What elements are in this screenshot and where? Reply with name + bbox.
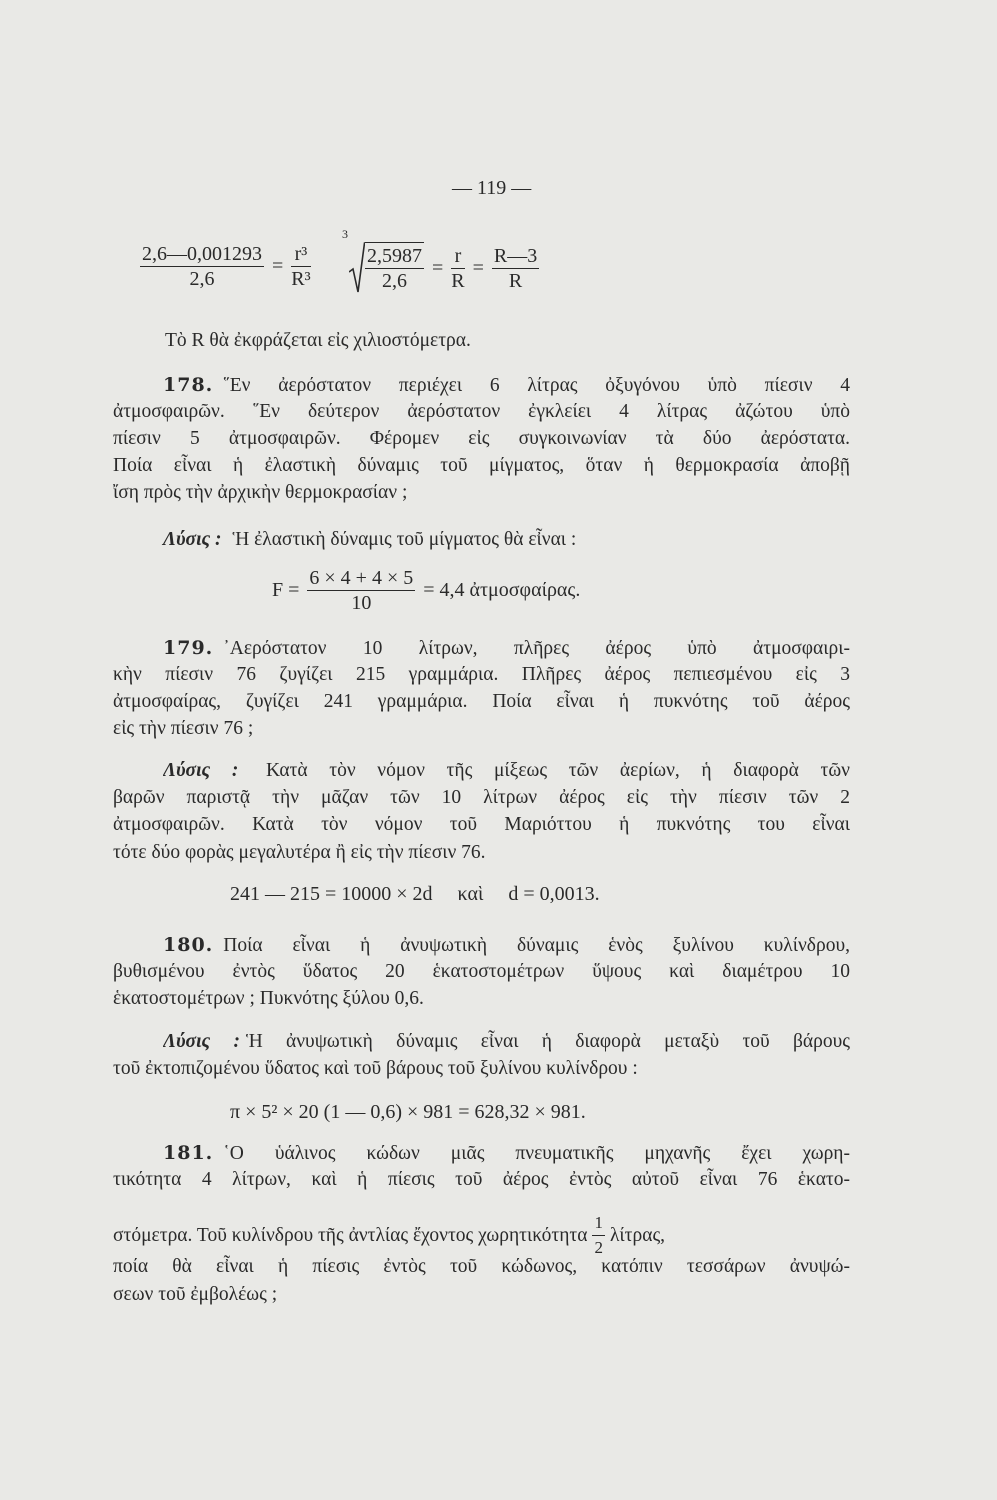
text: Ποία εἶναι ἡ ἀνυψωτικὴ δύναμις ἑνὸς ξυλίνου κυλίνδρου, bbox=[223, 935, 850, 956]
fraction bbox=[365, 242, 424, 294]
text: στόμετρα. Τοῦ κυλίνδρου τῆς ἀντλίας ἔχοντος χωρητικότητα bbox=[113, 1224, 588, 1246]
problem-181-line bbox=[113, 1211, 850, 1260]
lhs: F = bbox=[272, 579, 300, 601]
fraction bbox=[291, 242, 310, 291]
denominator: R³ bbox=[291, 268, 311, 290]
problem-180-line bbox=[163, 933, 850, 957]
problem-178-line: ἴση πρὸς τὴν ἀρχικὴν θερμοκρασίαν ; bbox=[113, 482, 408, 503]
radical-icon bbox=[349, 242, 365, 294]
problem-178-line bbox=[163, 373, 850, 397]
problem-181-line: τικότητα 4 λίτρων, καὶ ἡ πίεσις τοῦ ἀέρος ἐντὸς αὐτοῦ εἶναι 76 ἑκατο- bbox=[113, 1169, 850, 1190]
fraction bbox=[492, 244, 539, 293]
problem-179-line: εἰς τὴν πίεσιν 76 ; bbox=[113, 718, 254, 739]
text: Κατὰ τὸν νόμον τῆς μίξεως τῶν ἀερίων, ἡ διαφορὰ τῶν bbox=[265, 760, 850, 781]
note: Τὸ R θὰ ἐκφράζεται εἰς χιλιοστόμετρα. bbox=[165, 330, 471, 351]
formula-178 bbox=[272, 566, 580, 615]
solution-179-line: ἀτμοσφαιρῶν. Κατὰ τὸν νόμον τοῦ Μαριόττου ἡ πυκνότης του εἶναι bbox=[113, 814, 850, 835]
denominator: 2 bbox=[594, 1238, 603, 1257]
problem-179-line: ἀτμοσφαίρας, ζυγίζει 241 γραμμάρια. Ποία εἶναι ἡ πυκνότης τοῦ ἀέρος bbox=[113, 691, 850, 712]
problem-number: 181. bbox=[163, 1142, 214, 1164]
text: λίτρας, bbox=[609, 1224, 666, 1246]
numerator: 2,5987 bbox=[367, 245, 422, 267]
problem-178-line: ἀτμοσφαιρῶν. ῞Εν δεύτερον ἀερόστατον ἐγκλείει 4 λίτρας ἀζώτου ὑπὸ bbox=[113, 401, 850, 422]
solution-180-line bbox=[163, 1030, 850, 1054]
problem-180-line: βυθισμένου ἐντὸς ὕδατος 20 ἑκατοστομέτρων ὕψους καὶ διαμέτρου 10 bbox=[113, 961, 850, 982]
text: Ἡ ἀνυψωτικὴ δύναμις εἶναι ἡ διαφορὰ μεταξὺ τοῦ βάρους bbox=[245, 1031, 850, 1052]
denominator: 10 bbox=[351, 592, 372, 614]
equals: = bbox=[432, 256, 444, 279]
fraction bbox=[592, 1211, 605, 1260]
solution-178 bbox=[163, 528, 850, 552]
problem-179-line bbox=[163, 636, 850, 660]
problem-181-line: σεων τοῦ ἐμβολέως ; bbox=[113, 1284, 278, 1305]
numerator: 6 × 4 + 4 × 5 bbox=[309, 567, 414, 589]
solution-179-line bbox=[163, 759, 850, 783]
solution-label: Λύσις : bbox=[163, 760, 239, 781]
problem-181-line: ποία θὰ εἶναι ἡ πίεσις ἐντὸς τοῦ κώδωνος, κατόπιν τεσσάρων ἀνυψώ- bbox=[113, 1256, 850, 1277]
denominator: R bbox=[508, 269, 523, 292]
formula-180: π × 5² × 20 (1 — 0,6) × 981 = 628,32 × 981. bbox=[230, 1101, 586, 1123]
numerator: 1 bbox=[592, 1211, 605, 1236]
problem-181-line bbox=[163, 1141, 850, 1165]
page-number: — 119 — bbox=[452, 177, 532, 199]
equals: = bbox=[272, 255, 284, 277]
fraction bbox=[451, 244, 464, 293]
numerator: 2,6—0,001293 bbox=[142, 243, 262, 265]
fraction bbox=[140, 242, 264, 291]
equals: = bbox=[472, 256, 484, 279]
problem-number: 179. bbox=[163, 637, 214, 659]
text: ῾Ο ὑάλινος κώδων μιᾶς πνευματικῆς μηχανῆς ἔχει χωρη- bbox=[223, 1143, 850, 1164]
numerator: r³ bbox=[291, 242, 310, 267]
solution-179-line: βαρῶν παριστᾷ τὴν μᾶζαν τῶν 10 λίτρων ἀέρος εἰς τὴν πίεσιν τῶν 2 bbox=[113, 787, 850, 808]
text: Ἡ ἐλαστικὴ δύναμις τοῦ μίγματος θὰ εἶναι : bbox=[232, 529, 577, 550]
denominator: 2,6 bbox=[189, 268, 215, 290]
denominator: R bbox=[451, 269, 465, 292]
numerator: R—3 bbox=[493, 244, 538, 267]
numerator: r bbox=[451, 244, 464, 269]
cube-root bbox=[342, 227, 424, 294]
rhs: = 4,4 ἀτμοσφαίρας. bbox=[423, 579, 581, 601]
equation-ratio bbox=[140, 242, 311, 291]
fraction bbox=[307, 566, 415, 615]
text: ῞Εν ἀερόστατον περιέχει 6 λίτρας ὀξυγόνου ὑπὸ πίεσιν 4 bbox=[223, 375, 850, 396]
problem-178-line: Ποία εἶναι ἡ ἐλαστικὴ δύναμις τοῦ μίγματος, ὅταν ἡ θερμοκρασία ἀποβῇ bbox=[113, 455, 850, 476]
problem-number: 178. bbox=[163, 374, 214, 396]
solution-179-line: τότε δύο φορὰς μεγαλυτέρα ἢ εἰς τὴν πίεσιν 76. bbox=[113, 842, 486, 863]
solution-180-line: τοῦ ἐκτοπιζομένου ὕδατος καὶ τοῦ βάρους τοῦ ξυλίνου κυλίνδρου : bbox=[113, 1058, 638, 1079]
formula-179: 241 — 215 = 10000 × 2d καὶ d = 0,0013. bbox=[230, 883, 600, 905]
problem-179-line: κὴν πίεσιν 76 ζυγίζει 215 γραμμάρια. Πλῆρες ἀέρος πεπιεσμένου εἰς 3 bbox=[113, 664, 850, 685]
problem-178-line: πίεσιν 5 ἀτμοσφαιρῶν. Φέρομεν εἰς συγκοινωνίαν τὰ δύο ἀερόστατα. bbox=[113, 428, 850, 449]
problem-number: 180. bbox=[163, 934, 214, 956]
text: ᾿Αερόστατον 10 λίτρων, πλῆρες ἀέρος ὑπὸ ἀτμοσφαιρι- bbox=[223, 638, 850, 659]
solution-label: Λύσις : bbox=[163, 1031, 240, 1052]
denominator: 2,6 bbox=[382, 270, 407, 292]
solution-label: Λύσις : bbox=[163, 529, 222, 550]
problem-180-line: ἑκατοστομέτρων ; Πυκνότης ξύλου 0,6. bbox=[113, 988, 424, 1009]
root-index: 3 bbox=[342, 227, 348, 241]
equation-root bbox=[342, 227, 539, 294]
